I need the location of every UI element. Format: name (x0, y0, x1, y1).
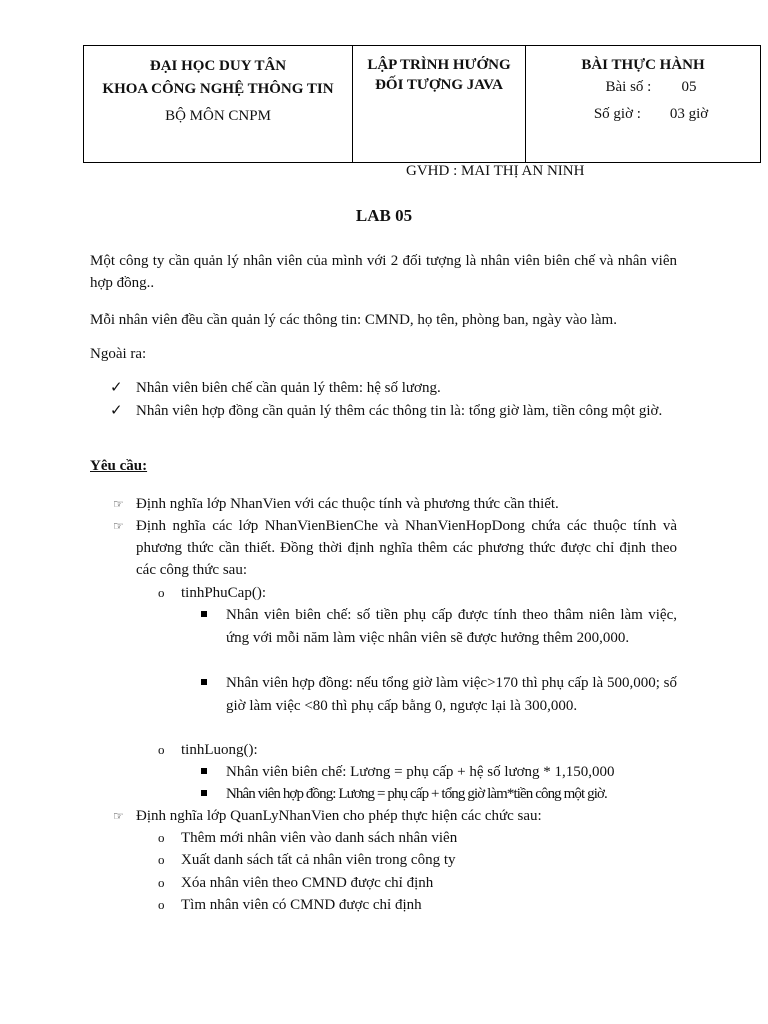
method2-item-1 (201, 761, 677, 784)
institution-cell (84, 46, 353, 163)
square-bullet-icon (201, 768, 207, 774)
circle-bullet-icon: o (158, 852, 165, 867)
circle-bullet-icon: o (158, 585, 165, 600)
lab-number-label: Bài số : (605, 79, 652, 95)
function-item-3 (158, 872, 433, 894)
course-cell (353, 46, 526, 163)
function-text: Xóa nhân viên theo CMND được chỉ định (181, 875, 434, 891)
pointing-hand-icon: ☞ (113, 809, 124, 823)
practice-cell (526, 46, 761, 163)
function-item-1 (158, 827, 457, 849)
requirement-3 (113, 805, 677, 827)
circle-bullet-icon: o (158, 830, 165, 845)
lab-title: LAB 05 (355, 206, 413, 225)
hours-label: Số giờ : (593, 106, 641, 122)
pointing-hand-icon: ☞ (113, 497, 124, 511)
method1-item-2 (201, 672, 677, 717)
function-text: Tìm nhân viên có CMND được chỉ định (181, 897, 422, 913)
check-item-1 (110, 377, 677, 399)
square-bullet-icon (201, 790, 207, 796)
circle-bullet-icon: o (158, 742, 165, 757)
hours-row (542, 98, 760, 130)
intro-paragraph: Một công ty cần quản lý nhân viên của mình với 2 đối tượng là nhân viên biên chế và nhân viên hợp đồng.. (90, 253, 677, 291)
requirement-text: Định nghĩa lớp NhanVien với các thuộc tính và phương thức cần thiết. (136, 496, 559, 512)
pointing-hand-icon: ☞ (113, 519, 124, 533)
method2-item-2 (201, 783, 677, 806)
square-bullet-icon (201, 679, 207, 685)
function-text: Xuất danh sách tất cả nhân viên trong công ty (181, 852, 456, 868)
hours-value: 03 giờ (669, 106, 709, 122)
requirement-text: Định nghĩa các lớp NhanVienBienChe và NhanVienHopDong chứa các thuộc tính và phương thức cần thiết. Đồng thời định nghĩa thêm các phương thức được chỉ định theo các công thức sau: (136, 518, 677, 578)
method-name: tinhLuong(): (181, 742, 258, 758)
method-item-text: Nhân viên biên chế: Lương = phụ cấp + hệ số lương * 1,150,000 (226, 764, 615, 780)
method1-item-1 (201, 604, 677, 649)
function-item-4 (158, 894, 422, 916)
checkmark-icon: ✓ (110, 403, 123, 419)
requirement-2 (113, 515, 677, 581)
check-item-2 (110, 400, 677, 422)
method-item-text: Nhân viên hợp đồng: nếu tổng giờ làm việc>170 thì phụ cấp là 500,000; số giờ làm việc <80 thì phụ cấp bằng 0, ngược lại là 300,000. (226, 675, 677, 714)
requirement-1 (113, 493, 677, 515)
function-text: Thêm mới nhân viên vào danh sách nhân viên (181, 830, 458, 846)
check-item-text: Nhân viên hợp đồng cần quản lý thêm các thông tin là: tổng giờ làm, tiền công một giờ. (136, 403, 663, 419)
function-item-2 (158, 849, 456, 871)
course-name: LẬP TRÌNH HƯỚNG ĐỐI TƯỢNG JAVA (367, 57, 511, 93)
check-item-text: Nhân viên biên chế cần quản lý thêm: hệ số lương. (136, 380, 441, 396)
instructor-line: GVHD : MAI THỊ AN NINH (406, 163, 585, 179)
square-bullet-icon (201, 611, 207, 617)
requirement-text: Định nghĩa lớp QuanLyNhanVien cho phép thực hiện các chức sau: (136, 808, 542, 824)
circle-bullet-icon: o (158, 875, 165, 890)
method-item-text: Nhân viên biên chế: số tiền phụ cấp được tính theo thâm niên làm việc, ứng với mỗi năm làm việc nhân viên sẽ được hưởng thêm 200,000. (226, 607, 677, 646)
besides-line: Ngoài ra: (90, 346, 147, 362)
method-tinhluong (158, 739, 258, 761)
header-table (83, 45, 761, 163)
lab-number-value: 05 (681, 79, 697, 95)
practice-title: BÀI THỰC HÀNH (581, 57, 705, 73)
circle-bullet-icon: o (158, 897, 165, 912)
faculty-name: KHOA CÔNG NGHỆ THÔNG TIN (102, 81, 334, 97)
method-name: tinhPhuCap(): (181, 585, 266, 601)
common-info-paragraph: Mỗi nhân viên đều cần quản lý các thông tin: CMND, họ tên, phòng ban, ngày vào làm. (90, 312, 617, 328)
lab-number-row (542, 76, 760, 98)
university-name: ĐẠI HỌC DUY TÂN (149, 58, 287, 74)
method-item-text: Nhân viên hợp đồng: Lương = phụ cấp + tổng giờ làm*tiền công một giờ. (226, 786, 607, 802)
method-tinhphucap (158, 582, 266, 604)
checkmark-icon: ✓ (110, 380, 123, 396)
requirements-heading: Yêu cầu: (90, 458, 148, 474)
department-name: BỘ MÔN CNPM (165, 108, 271, 124)
